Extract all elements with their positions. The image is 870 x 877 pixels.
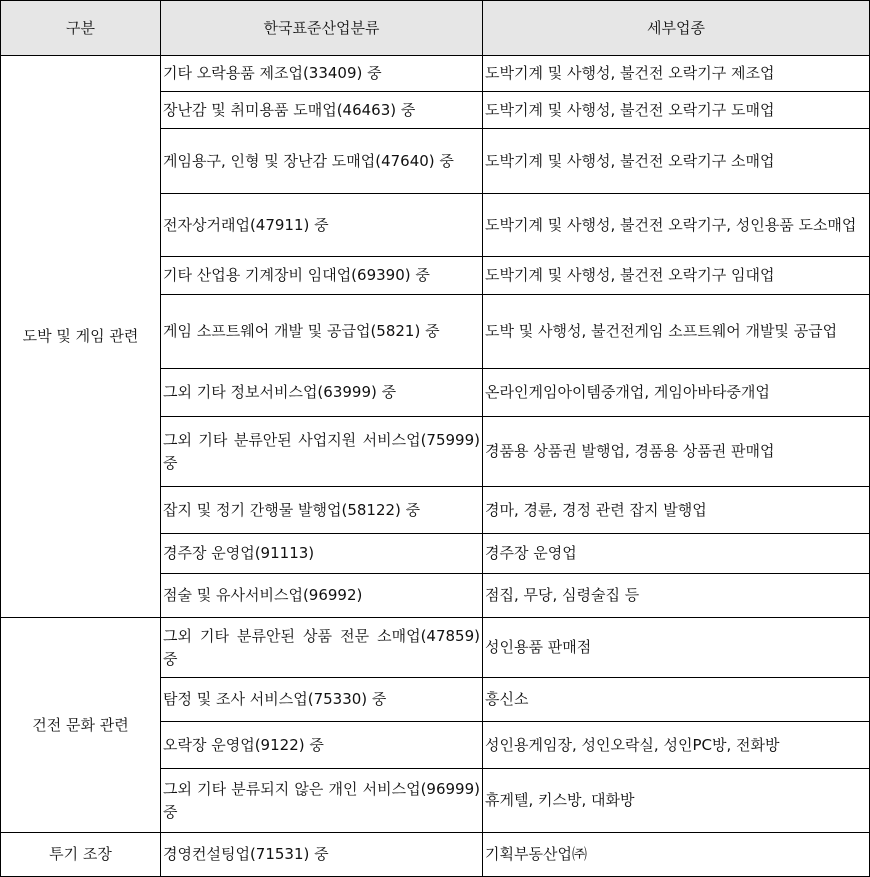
standard-cell: 그외 기타 정보서비스업(63999) 중 — [161, 369, 483, 417]
category-gambling-games: 도박 및 게임 관련 — [1, 56, 161, 618]
standard-cell: 그외 기타 분류안된 상품 전문 소매업(47859) 중 — [161, 618, 483, 678]
table-row — [1, 618, 870, 678]
standard-cell: 경주장 운영업(91113) — [161, 534, 483, 574]
standard-cell: 점술 및 유사서비스업(96992) — [161, 574, 483, 618]
standard-cell: 그외 기타 분류되지 않은 개인 서비스업(96999) 중 — [161, 769, 483, 833]
subcategory-cell: 성인용게임장, 성인오락실, 성인PC방, 전화방 — [483, 722, 870, 769]
subcategory-cell: 경마, 경륜, 경정 관련 잡지 발행업 — [483, 487, 870, 534]
table-row — [1, 56, 870, 92]
subcategory-cell: 성인용품 판매점 — [483, 618, 870, 678]
standard-cell: 기타 산업용 기계장비 임대업(69390) 중 — [161, 257, 483, 295]
standard-cell: 게임용구, 인형 및 장난감 도매업(47640) 중 — [161, 129, 483, 194]
standard-cell: 장난감 및 취미용품 도매업(46463) 중 — [161, 92, 483, 129]
category-culture: 건전 문화 관련 — [1, 618, 161, 833]
subcategory-cell: 도박기계 및 사행성, 불건전 오락기구, 성인용품 도소매업 — [483, 194, 870, 257]
subcategory-cell: 경품용 상품권 발행업, 경품용 상품권 판매업 — [483, 417, 870, 487]
standard-cell: 전자상거래업(47911) 중 — [161, 194, 483, 257]
header-standard: 한국표준산업분류 — [161, 1, 483, 56]
standard-cell: 게임 소프트웨어 개발 및 공급업(5821) 중 — [161, 295, 483, 369]
standard-cell: 경영컨설팅업(71531) 중 — [161, 833, 483, 877]
subcategory-cell: 도박기계 및 사행성, 불건전 오락기구 임대업 — [483, 257, 870, 295]
header-subcategory: 세부업종 — [483, 1, 870, 56]
subcategory-cell: 도박기계 및 사행성, 불건전 오락기구 제조업 — [483, 56, 870, 92]
subcategory-cell: 도박 및 사행성, 불건전게임 소프트웨어 개발및 공급업 — [483, 295, 870, 369]
standard-cell: 잡지 및 정기 간행물 발행업(58122) 중 — [161, 487, 483, 534]
subcategory-cell: 기획부동산업㈜ — [483, 833, 870, 877]
standard-cell: 탐정 및 조사 서비스업(75330) 중 — [161, 678, 483, 722]
header-row — [1, 1, 870, 56]
subcategory-cell: 온라인게임아이템중개업, 게임아바타중개업 — [483, 369, 870, 417]
standard-cell: 오락장 운영업(9122) 중 — [161, 722, 483, 769]
subcategory-cell: 점집, 무당, 심령술집 등 — [483, 574, 870, 618]
table-row — [1, 833, 870, 877]
subcategory-cell: 휴게텔, 키스방, 대화방 — [483, 769, 870, 833]
standard-cell: 그외 기타 분류안된 사업지원 서비스업(75999) 중 — [161, 417, 483, 487]
header-category: 구분 — [1, 1, 161, 56]
subcategory-cell: 도박기계 및 사행성, 불건전 오락기구 도매업 — [483, 92, 870, 129]
category-speculation: 투기 조장 — [1, 833, 161, 877]
subcategory-cell: 흥신소 — [483, 678, 870, 722]
standard-cell: 기타 오락용품 제조업(33409) 중 — [161, 56, 483, 92]
subcategory-cell: 경주장 운영업 — [483, 534, 870, 574]
subcategory-cell: 도박기계 및 사행성, 불건전 오락기구 소매업 — [483, 129, 870, 194]
